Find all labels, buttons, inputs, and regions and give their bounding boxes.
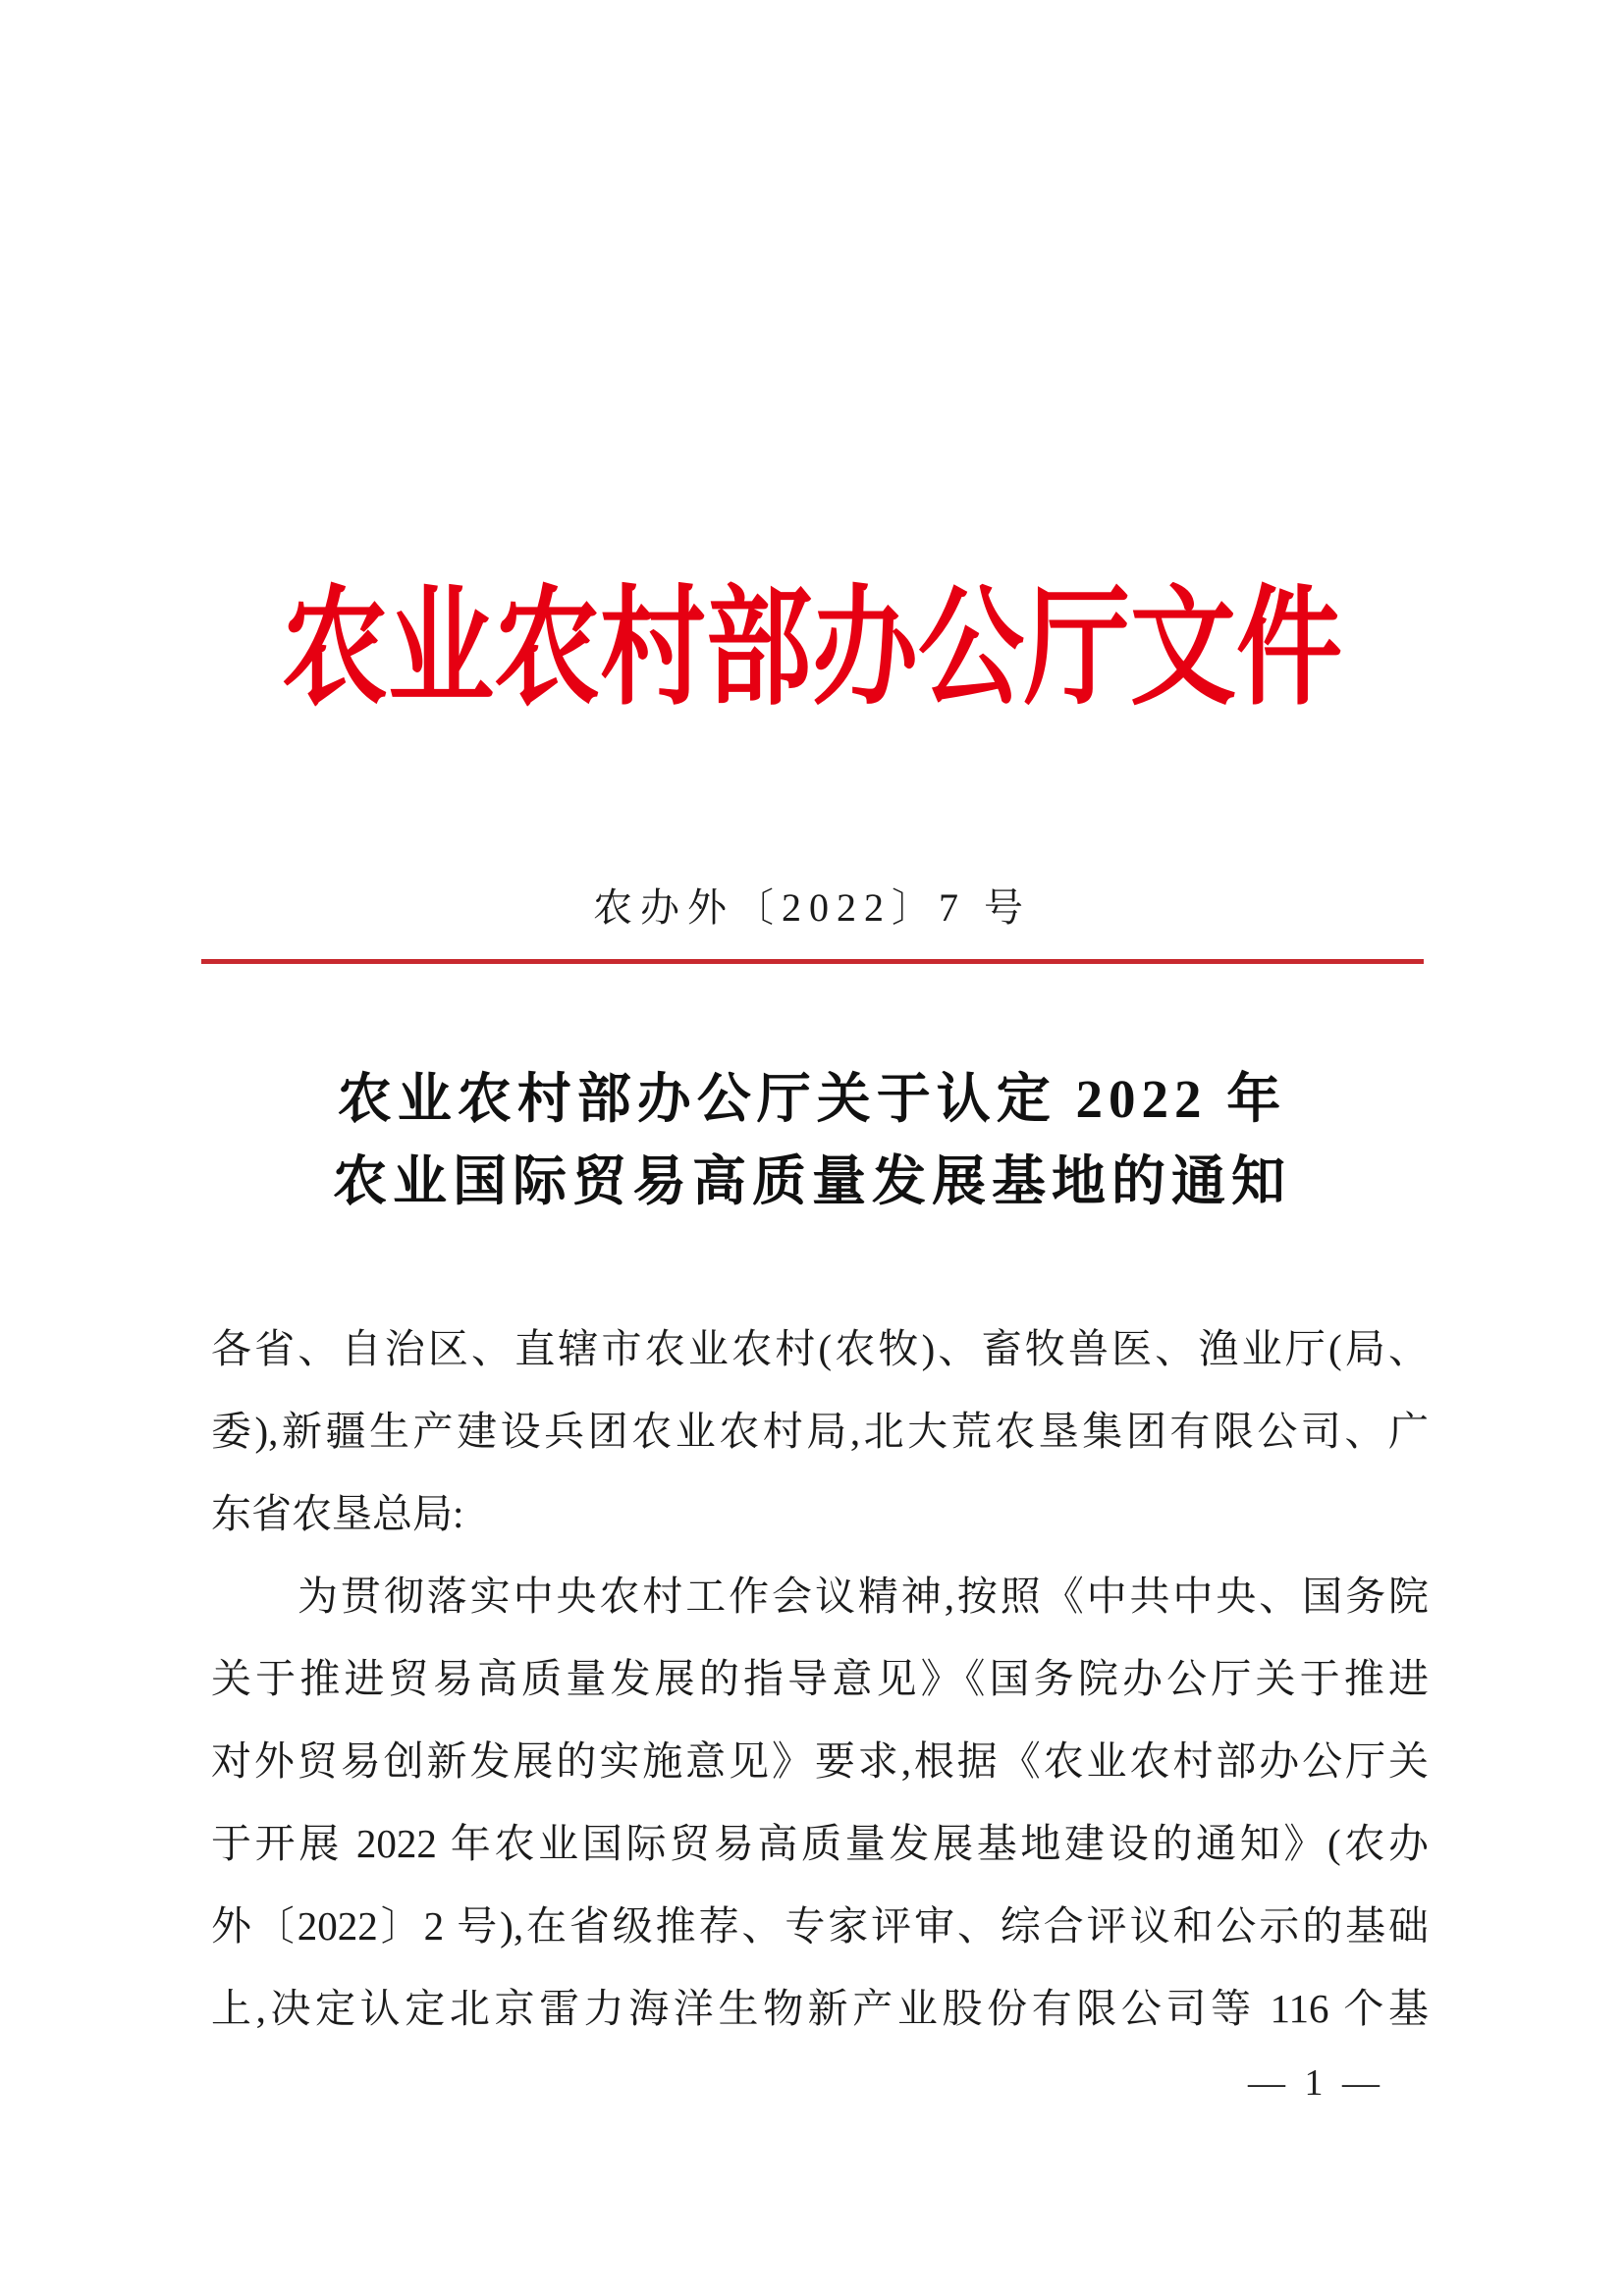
body-line: 上,决定认定北京雷力海洋生物新产业股份有限公司等 116 个基	[211, 1986, 1429, 2031]
body-line: 关于推进贸易高质量发展的指导意见》《国务院办公厅关于推进	[211, 1656, 1429, 1701]
document-title	[0, 1058, 1624, 1223]
body-line: 各省、自治区、直辖市农业农村(农牧)、畜牧兽医、渔业厅(局、	[211, 1326, 1429, 1371]
red-header-title: 农业农村部办公厅文件	[281, 578, 1342, 721]
body-line: 委),新疆生产建设兵团农业农村局,北大荒农垦集团有限公司、广	[211, 1409, 1429, 1454]
body-line: 对外贸易创新发展的实施意见》要求,根据《农业农村部办公厅关	[211, 1738, 1429, 1784]
page-number: — 1 —	[1248, 2062, 1384, 2104]
red-divider-line	[201, 959, 1424, 964]
document-title-line1: 农业农村部办公厅关于认定 2022 年	[337, 1069, 1287, 1129]
doc-number: 农办外〔2022〕7 号	[593, 885, 1031, 930]
document-body	[211, 1308, 1429, 2050]
document-title-line2: 农业国际贸易高质量发展基地的通知	[332, 1151, 1291, 1211]
body-line: 东省农垦总局:	[211, 1491, 464, 1536]
body-line: 于开展 2022 年农业国际贸易高质量发展基地建设的通知》(农办	[211, 1821, 1429, 1866]
body-line: 为贯彻落实中央农村工作会议精神,按照《中共中央、国务院	[298, 1574, 1429, 1619]
body-line: 外〔2022〕2 号),在省级推荐、专家评审、综合评议和公示的基础	[211, 1903, 1429, 1949]
